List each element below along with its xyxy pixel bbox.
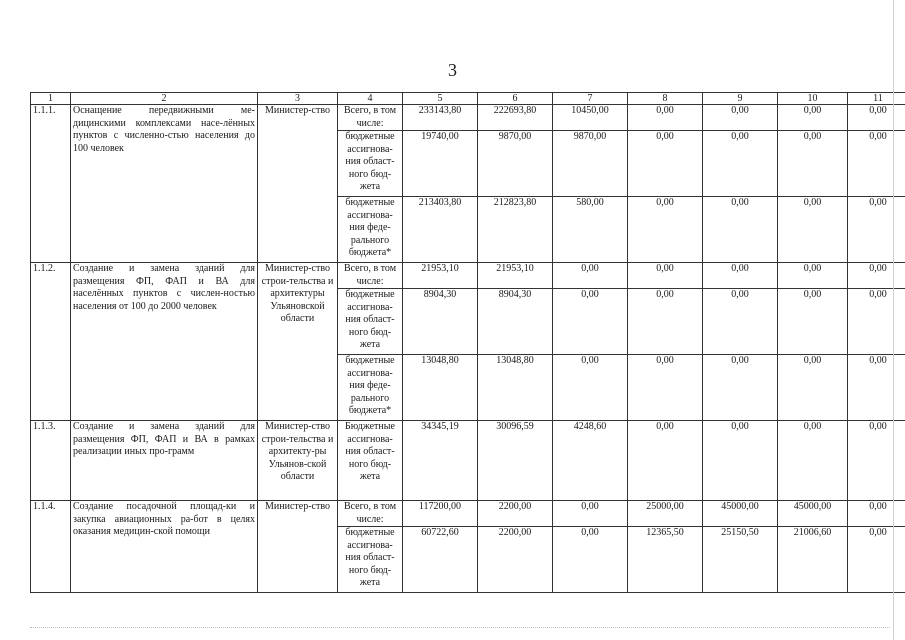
table-row bbox=[31, 105, 905, 131]
value-cell: 25150,50 bbox=[703, 527, 778, 593]
value-cell: 0,00 bbox=[848, 421, 905, 501]
value-cell: 0,00 bbox=[628, 355, 703, 421]
value-cell: 0,00 bbox=[778, 131, 848, 197]
item-number: 1.1.4. bbox=[31, 501, 71, 593]
funding-type: бюджетные ассигнова-ния област-ного бюд-жета bbox=[338, 131, 403, 197]
value-cell: 0,00 bbox=[848, 355, 905, 421]
funding-type: Всего, в том числе: bbox=[338, 105, 403, 131]
value-cell: 0,00 bbox=[553, 527, 628, 593]
value-cell: 0,00 bbox=[703, 263, 778, 289]
value-cell: 0,00 bbox=[628, 263, 703, 289]
funding-type: бюджетные ассигнова-ния феде-рального бюджета* bbox=[338, 355, 403, 421]
column-header: 8 bbox=[628, 93, 703, 105]
item-number: 1.1.3. bbox=[31, 421, 71, 501]
value-cell: 8904,30 bbox=[403, 289, 478, 355]
column-header: 11 bbox=[848, 93, 905, 105]
value-cell: 0,00 bbox=[848, 289, 905, 355]
value-cell: 0,00 bbox=[848, 527, 905, 593]
item-title: Создание посадочной площад-ки и закупка авиационных ра-бот в целях оказания медицин-ской помощи bbox=[71, 501, 258, 593]
funding-type: бюджетные ассигнова-ния област-ного бюд-жета bbox=[338, 289, 403, 355]
item-ministry: Министер-ство bbox=[258, 501, 338, 593]
column-header: 6 bbox=[478, 93, 553, 105]
value-cell: 0,00 bbox=[778, 289, 848, 355]
value-cell: 0,00 bbox=[628, 105, 703, 131]
funding-type: Бюджетные ассигнова-ния област-ного бюд-жета bbox=[338, 421, 403, 501]
value-cell: 30096,59 bbox=[478, 421, 553, 501]
value-cell: 13048,80 bbox=[403, 355, 478, 421]
value-cell: 4248,60 bbox=[553, 421, 628, 501]
value-cell: 45000,00 bbox=[703, 501, 778, 527]
column-header: 10 bbox=[778, 93, 848, 105]
value-cell: 0,00 bbox=[778, 421, 848, 501]
table-row bbox=[31, 421, 905, 501]
value-cell: 34345,19 bbox=[403, 421, 478, 501]
item-ministry: Министер-ство bbox=[258, 105, 338, 263]
funding-type: бюджетные ассигнова-ния област-ного бюд-жета bbox=[338, 527, 403, 593]
value-cell: 0,00 bbox=[703, 131, 778, 197]
table-row bbox=[31, 263, 905, 289]
value-cell: 25000,00 bbox=[628, 501, 703, 527]
value-cell: 212823,80 bbox=[478, 197, 553, 263]
value-cell: 117200,00 bbox=[403, 501, 478, 527]
value-cell: 21006,60 bbox=[778, 527, 848, 593]
value-cell: 0,00 bbox=[848, 197, 905, 263]
column-header: 7 bbox=[553, 93, 628, 105]
value-cell: 0,00 bbox=[848, 263, 905, 289]
item-title: Создание и замена зданий для размещения ФП, ФАП и ВА для населённых пунктов с числен-ностью населения от 100 до 2000 человек bbox=[71, 263, 258, 421]
value-cell: 0,00 bbox=[553, 355, 628, 421]
value-cell: 10450,00 bbox=[553, 105, 628, 131]
item-ministry: Министер-ство строи-тельства и архитекту-ры Ульянов-ской области bbox=[258, 421, 338, 501]
item-number: 1.1.2. bbox=[31, 263, 71, 421]
value-cell: 0,00 bbox=[778, 355, 848, 421]
value-cell: 0,00 bbox=[553, 289, 628, 355]
funding-type: Всего, в том числе: bbox=[338, 501, 403, 527]
value-cell: 2200,00 bbox=[478, 501, 553, 527]
budget-table bbox=[30, 92, 905, 593]
value-cell: 9870,00 bbox=[553, 131, 628, 197]
funding-type: Всего, в том числе: bbox=[338, 263, 403, 289]
value-cell: 21953,10 bbox=[478, 263, 553, 289]
scan-edge bbox=[893, 0, 894, 640]
value-cell: 213403,80 bbox=[403, 197, 478, 263]
value-cell: 580,00 bbox=[553, 197, 628, 263]
value-cell: 13048,80 bbox=[478, 355, 553, 421]
column-header: 1 bbox=[31, 93, 71, 105]
value-cell: 0,00 bbox=[628, 289, 703, 355]
column-number-row bbox=[31, 93, 905, 105]
value-cell: 9870,00 bbox=[478, 131, 553, 197]
value-cell: 0,00 bbox=[628, 131, 703, 197]
value-cell: 2200,00 bbox=[478, 527, 553, 593]
column-header: 5 bbox=[403, 93, 478, 105]
value-cell: 0,00 bbox=[778, 105, 848, 131]
value-cell: 0,00 bbox=[848, 501, 905, 527]
value-cell: 0,00 bbox=[553, 501, 628, 527]
page-number: 3 bbox=[448, 60, 457, 80]
value-cell: 0,00 bbox=[703, 421, 778, 501]
item-title: Создание и замена зданий для размещения ФП, ФАП и ВА в рамках реализации иных про-грамм bbox=[71, 421, 258, 501]
item-ministry: Министер-ство строи-тельства и архитектуры Ульяновской области bbox=[258, 263, 338, 421]
value-cell: 0,00 bbox=[703, 105, 778, 131]
value-cell: 0,00 bbox=[628, 421, 703, 501]
value-cell: 0,00 bbox=[848, 131, 905, 197]
column-header: 9 bbox=[703, 93, 778, 105]
value-cell: 0,00 bbox=[628, 197, 703, 263]
funding-type: бюджетные ассигнова-ния феде-рального бюджета* bbox=[338, 197, 403, 263]
column-header: 4 bbox=[338, 93, 403, 105]
column-header: 2 bbox=[71, 93, 258, 105]
value-cell: 0,00 bbox=[553, 263, 628, 289]
value-cell: 0,00 bbox=[778, 197, 848, 263]
value-cell: 0,00 bbox=[703, 197, 778, 263]
value-cell: 45000,00 bbox=[778, 501, 848, 527]
value-cell: 8904,30 bbox=[478, 289, 553, 355]
item-title: Оснащение передвижными ме-дицинскими комплексами насе-лённых пунктов с численно-стью населения до 100 человек bbox=[71, 105, 258, 263]
value-cell: 21953,10 bbox=[403, 263, 478, 289]
value-cell: 233143,80 bbox=[403, 105, 478, 131]
value-cell: 60722,60 bbox=[403, 527, 478, 593]
value-cell: 12365,50 bbox=[628, 527, 703, 593]
value-cell: 222693,80 bbox=[478, 105, 553, 131]
table-row bbox=[31, 501, 905, 527]
scan-artifact bbox=[30, 627, 890, 630]
item-number: 1.1.1. bbox=[31, 105, 71, 263]
value-cell: 19740,00 bbox=[403, 131, 478, 197]
column-header: 3 bbox=[258, 93, 338, 105]
value-cell: 0,00 bbox=[778, 263, 848, 289]
value-cell: 0,00 bbox=[703, 355, 778, 421]
value-cell: 0,00 bbox=[848, 105, 905, 131]
value-cell: 0,00 bbox=[703, 289, 778, 355]
